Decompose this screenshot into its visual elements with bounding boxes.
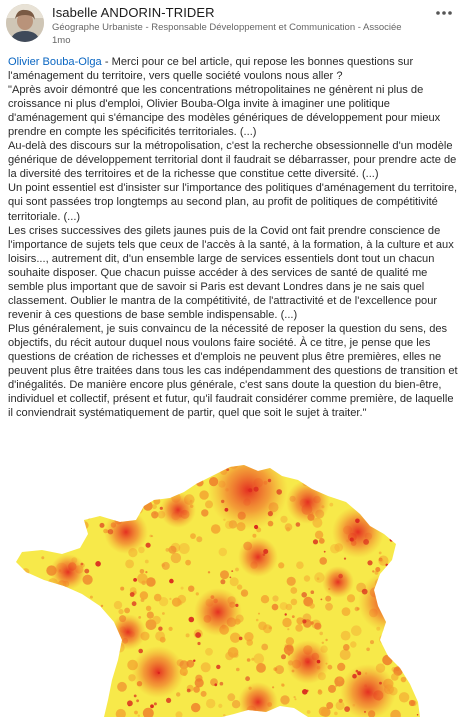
avatar[interactable] <box>6 4 44 42</box>
post-image[interactable] <box>8 462 458 717</box>
post-text <box>8 55 461 420</box>
post-timestamp: 1mo <box>52 35 71 46</box>
author-name[interactable]: Isabelle ANDORIN-TRIDER <box>52 5 215 20</box>
quote-paragraph-1: "Après avoir démontré que les concentrations métropolitaines ne génèrent ni plus de croissance ni plus d'emploi, Olivier Bouba-Olga invite à imaginer une politique d'aménagement qui s'émancipe des modèles génériques de développement pour mieux prendre en compte les spécificités territoriales. (...) <box>8 84 444 139</box>
quote-paragraph-5: Plus généralement, je suis convaincu de la nécessité de reposer la question du sens, des objectifs, du récit autour duquel nous voulons faire société. À ce titre, je pense que les questions de création de richesses et d'emplois ne peuvent plus être premières, elles ne peuvent plus être traitées dans tous les cas indépendamment des questions de transition et d'inégalités. De manière encore plus générale, c'est sans doute la question du bien-être, individuel et collectif, présent et futur, qu'il faudrait considérer comme première, de laquelle il conviendrait systématiquement de partir, quel que soit le sujet à traiter." <box>8 322 461 420</box>
post-intro <box>8 55 458 83</box>
intro-text: - Merci pour ce bel article, qui repose les bonnes questions sur l'aménagement du territoire, vers quelle société voulons nous aller ? <box>8 56 417 83</box>
france-density-map-image <box>8 462 458 717</box>
more-horizontal-icon <box>435 10 453 16</box>
avatar-photo <box>6 4 44 42</box>
quote-paragraph-2: Au-delà des discours sur la métropolisation, c'est la recherche obsessionnelle d'un modèle générique de développement territorial dont il faudrait se débarrasser, pour prendre acte de la diversité des territoires et de la richesse que constitue cette diversité. (...) <box>8 140 460 181</box>
post-header <box>0 0 464 52</box>
density-layer <box>8 462 458 717</box>
quote-paragraph-3: Un point essentiel est d'insister sur l'importance des politiques d'aménagement du territoire, qui sont passées trop longtemps au second plan, au profit de politiques de compétitivité territoriale. (...) <box>8 182 461 223</box>
quote-paragraph-4: Les crises successives des gilets jaunes puis de la Covid ont fait prendre conscience de l'importance de sujets tels que ceux de l'accès à la santé, à la formation, à la culture et aux loisirs..., autrement dit, d'un ensemble large de services essentiels dont tout un chacun souhaite disposer. Que chacun puisse accéder à des services de santé de qualité me semble plus important que de savoir si Paris est devant Londres dans je ne sais quel classement. Oublier le mantra de la compétitivité, de l'attractivité et de l'excellence pour revenir à ces questions de base semble indispensable. (...) <box>8 224 457 321</box>
author-headline: Géographe Urbaniste - Responsable Développement et Communication - Associée <box>52 22 402 33</box>
mention-link[interactable]: Olivier Bouba-Olga <box>8 56 102 68</box>
more-options-button[interactable] <box>430 2 458 24</box>
